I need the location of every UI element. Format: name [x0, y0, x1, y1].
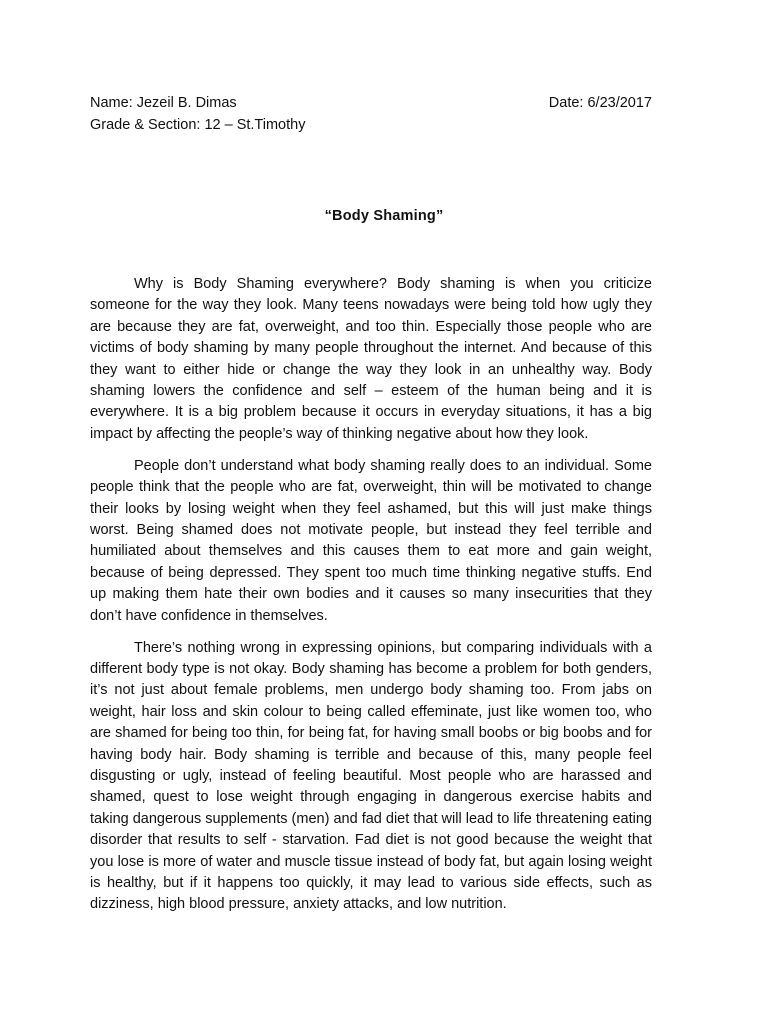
paragraph: Why is Body Shaming everywhere? Body shaming is when you criticize someone for the way they look. Many teens nowadays were being told how ugly they are because they are fat, overweight, and too thin. Especially those people who are victims of body shaming by many people throughout the internet. And because of this they want to either hide or change the way they look in an unhealthy way. Body shaming lowers the confidence and self – esteem of the human being and it is everywhere. It is a big problem because it occurs in everyday situations, it has a big impact by affecting the people’s way of thinking negative about how they look. [90, 276, 652, 442]
grade-section: Grade & Section: 12 – St.Timothy [90, 117, 306, 133]
student-name: Name: Jezeil B. Dimas [90, 95, 237, 111]
paragraph: People don’t understand what body shaming really does to an individual. Some people think that the people who are fat, overweight, thin will be motivated to change their looks by losing weight when they feel ashamed, but this will just make things worst. Being shamed does not motivate people, but instead they feel terrible and humiliated about themselves and this causes them to eat more and gain weight, because of being depressed. They spent too much time thinking negative stuffs. End up making them hate their own bodies and it causes so many insecurities that they don’t have confidence in themselves. [90, 457, 652, 624]
essay-title: “Body Shaming” [324, 208, 444, 224]
paragraph: There’s nothing wrong in expressing opinions, but comparing individuals with a different body type is not okay. Body shaming has become a problem for both genders, it’s not just about female problems, men undergo body shaming too. From jabs on weight, hair loss and skin colour to being called effeminate, just like women too, who are shamed for being too thin, for being fat, for having small boobs or big boobs and for having body hair. Body shaming is terrible and because of this, many people feel disgusting or ugly, instead of feeling beautiful. Most people who are harassed and shamed, quest to lose weight through engaging in dangerous exercise habits and taking dangerous supplements (men) and fad diet that will lead to life threatening eating disorder that results to self - starvation. Fad diet is not good because the weight that you lose is more of water and muscle tissue instead of body fat, but again losing weight is healthy, but if it happens too quickly, it may lead to various side effects, such as dizziness, high blood pressure, anxiety attacks, and low nutrition. [90, 639, 652, 913]
header-row [90, 92, 652, 114]
document-header [90, 92, 652, 136]
essay-body [90, 274, 652, 926]
document-date: Date: 6/23/2017 [548, 95, 652, 111]
